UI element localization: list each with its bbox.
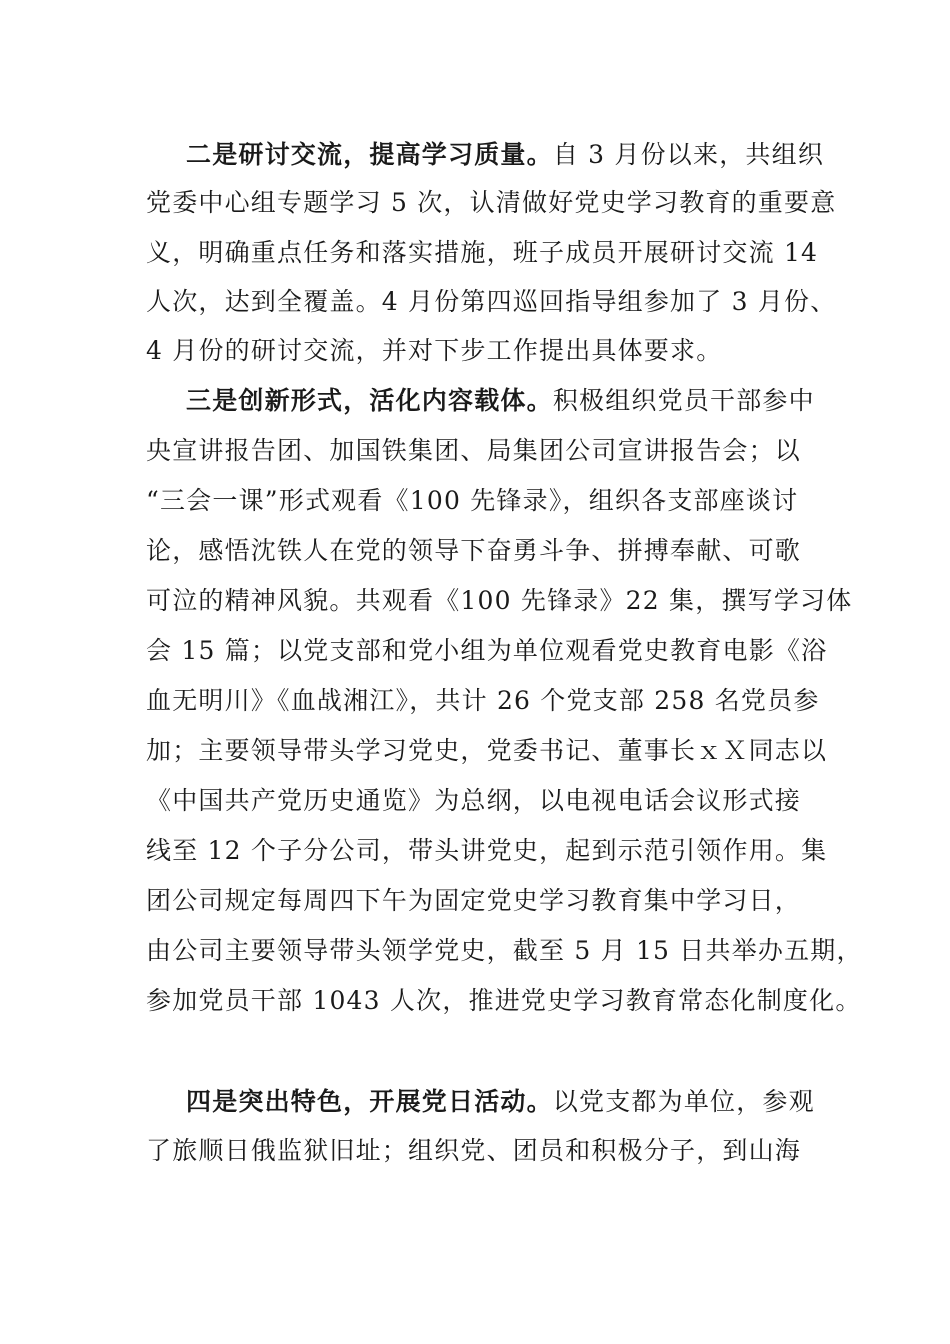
paragraph-text: 积极组织党员干部参中 [552, 386, 815, 415]
paragraph-line: 《中国共产党历史通览》为总纲，以电视电话会议形式接 [146, 786, 802, 815]
paragraph-heading: 三是创新形式，活化内容载体。 [186, 386, 553, 415]
paragraph-line: 4 月份的研讨交流，并对下步工作提出具体要求。 [146, 336, 723, 365]
paragraph-line: 线至 12 个子分公司，带头讲党史，起到示范引领作用。集 [146, 836, 828, 865]
paragraph-line [186, 1085, 876, 1119]
paragraph-text: 以党支都为单位，参观 [552, 1087, 815, 1116]
paragraph-line: 论，感悟沈铁人在党的领导下奋勇斗争、拼搏奉献、可歌 [146, 536, 802, 565]
paragraph-line: 会 15 篇；以党支部和党小组为单位观看党史教育电影《浴 [146, 636, 828, 665]
paragraph-heading: 二是研讨交流，提高学习质量。 [186, 140, 553, 169]
paragraph-line: 了旅顺日俄监狱旧址；组织党、团员和积极分子，到山海 [146, 1136, 802, 1165]
paragraph-heading: 四是突出特色，开展党日活动。 [186, 1087, 553, 1116]
paragraph-line: 央宣讲报告团、加国铁集团、局集团公司宣讲报告会；以 [146, 436, 802, 465]
paragraph-line: 血无明川》《血战湘江》，共计 26 个党支部 258 名党员参 [146, 686, 820, 715]
paragraph-text: 自 3 月份以来，共组织 [552, 140, 825, 169]
paragraph-line: 由公司主要领导带头领学党史，截至 5 月 15 日共举办五期， [146, 936, 863, 965]
paragraph-line: 人次，达到全覆盖。4 月份第四巡回指导组参加了 3 月份、 [146, 287, 837, 316]
paragraph-line: 加；主要领导带头学习党史，党委书记、董事长ｘＸ同志以 [146, 736, 828, 765]
paragraph-line: 党委中心组专题学习 5 次，认清做好党史学习教育的重要意 [146, 188, 837, 217]
paragraph-line [186, 138, 876, 172]
paragraph-line [186, 384, 876, 418]
paragraph-line: 可泣的精神风貌。共观看《100 先锋录》22 集，撰写学习体 [146, 586, 853, 615]
paragraph-line: 团公司规定每周四下午为固定党史学习教育集中学习日， [146, 886, 802, 915]
paragraph-line: “三会一课”形式观看《100 先锋录》，组织各支部座谈讨 [146, 486, 799, 515]
paragraph-line: 参加党员干部 1043 人次，推进党史学习教育常态化制度化。 [146, 986, 862, 1015]
paragraph-line: 义，明确重点任务和落实措施，班子成员开展研讨交流 14 [146, 238, 819, 267]
